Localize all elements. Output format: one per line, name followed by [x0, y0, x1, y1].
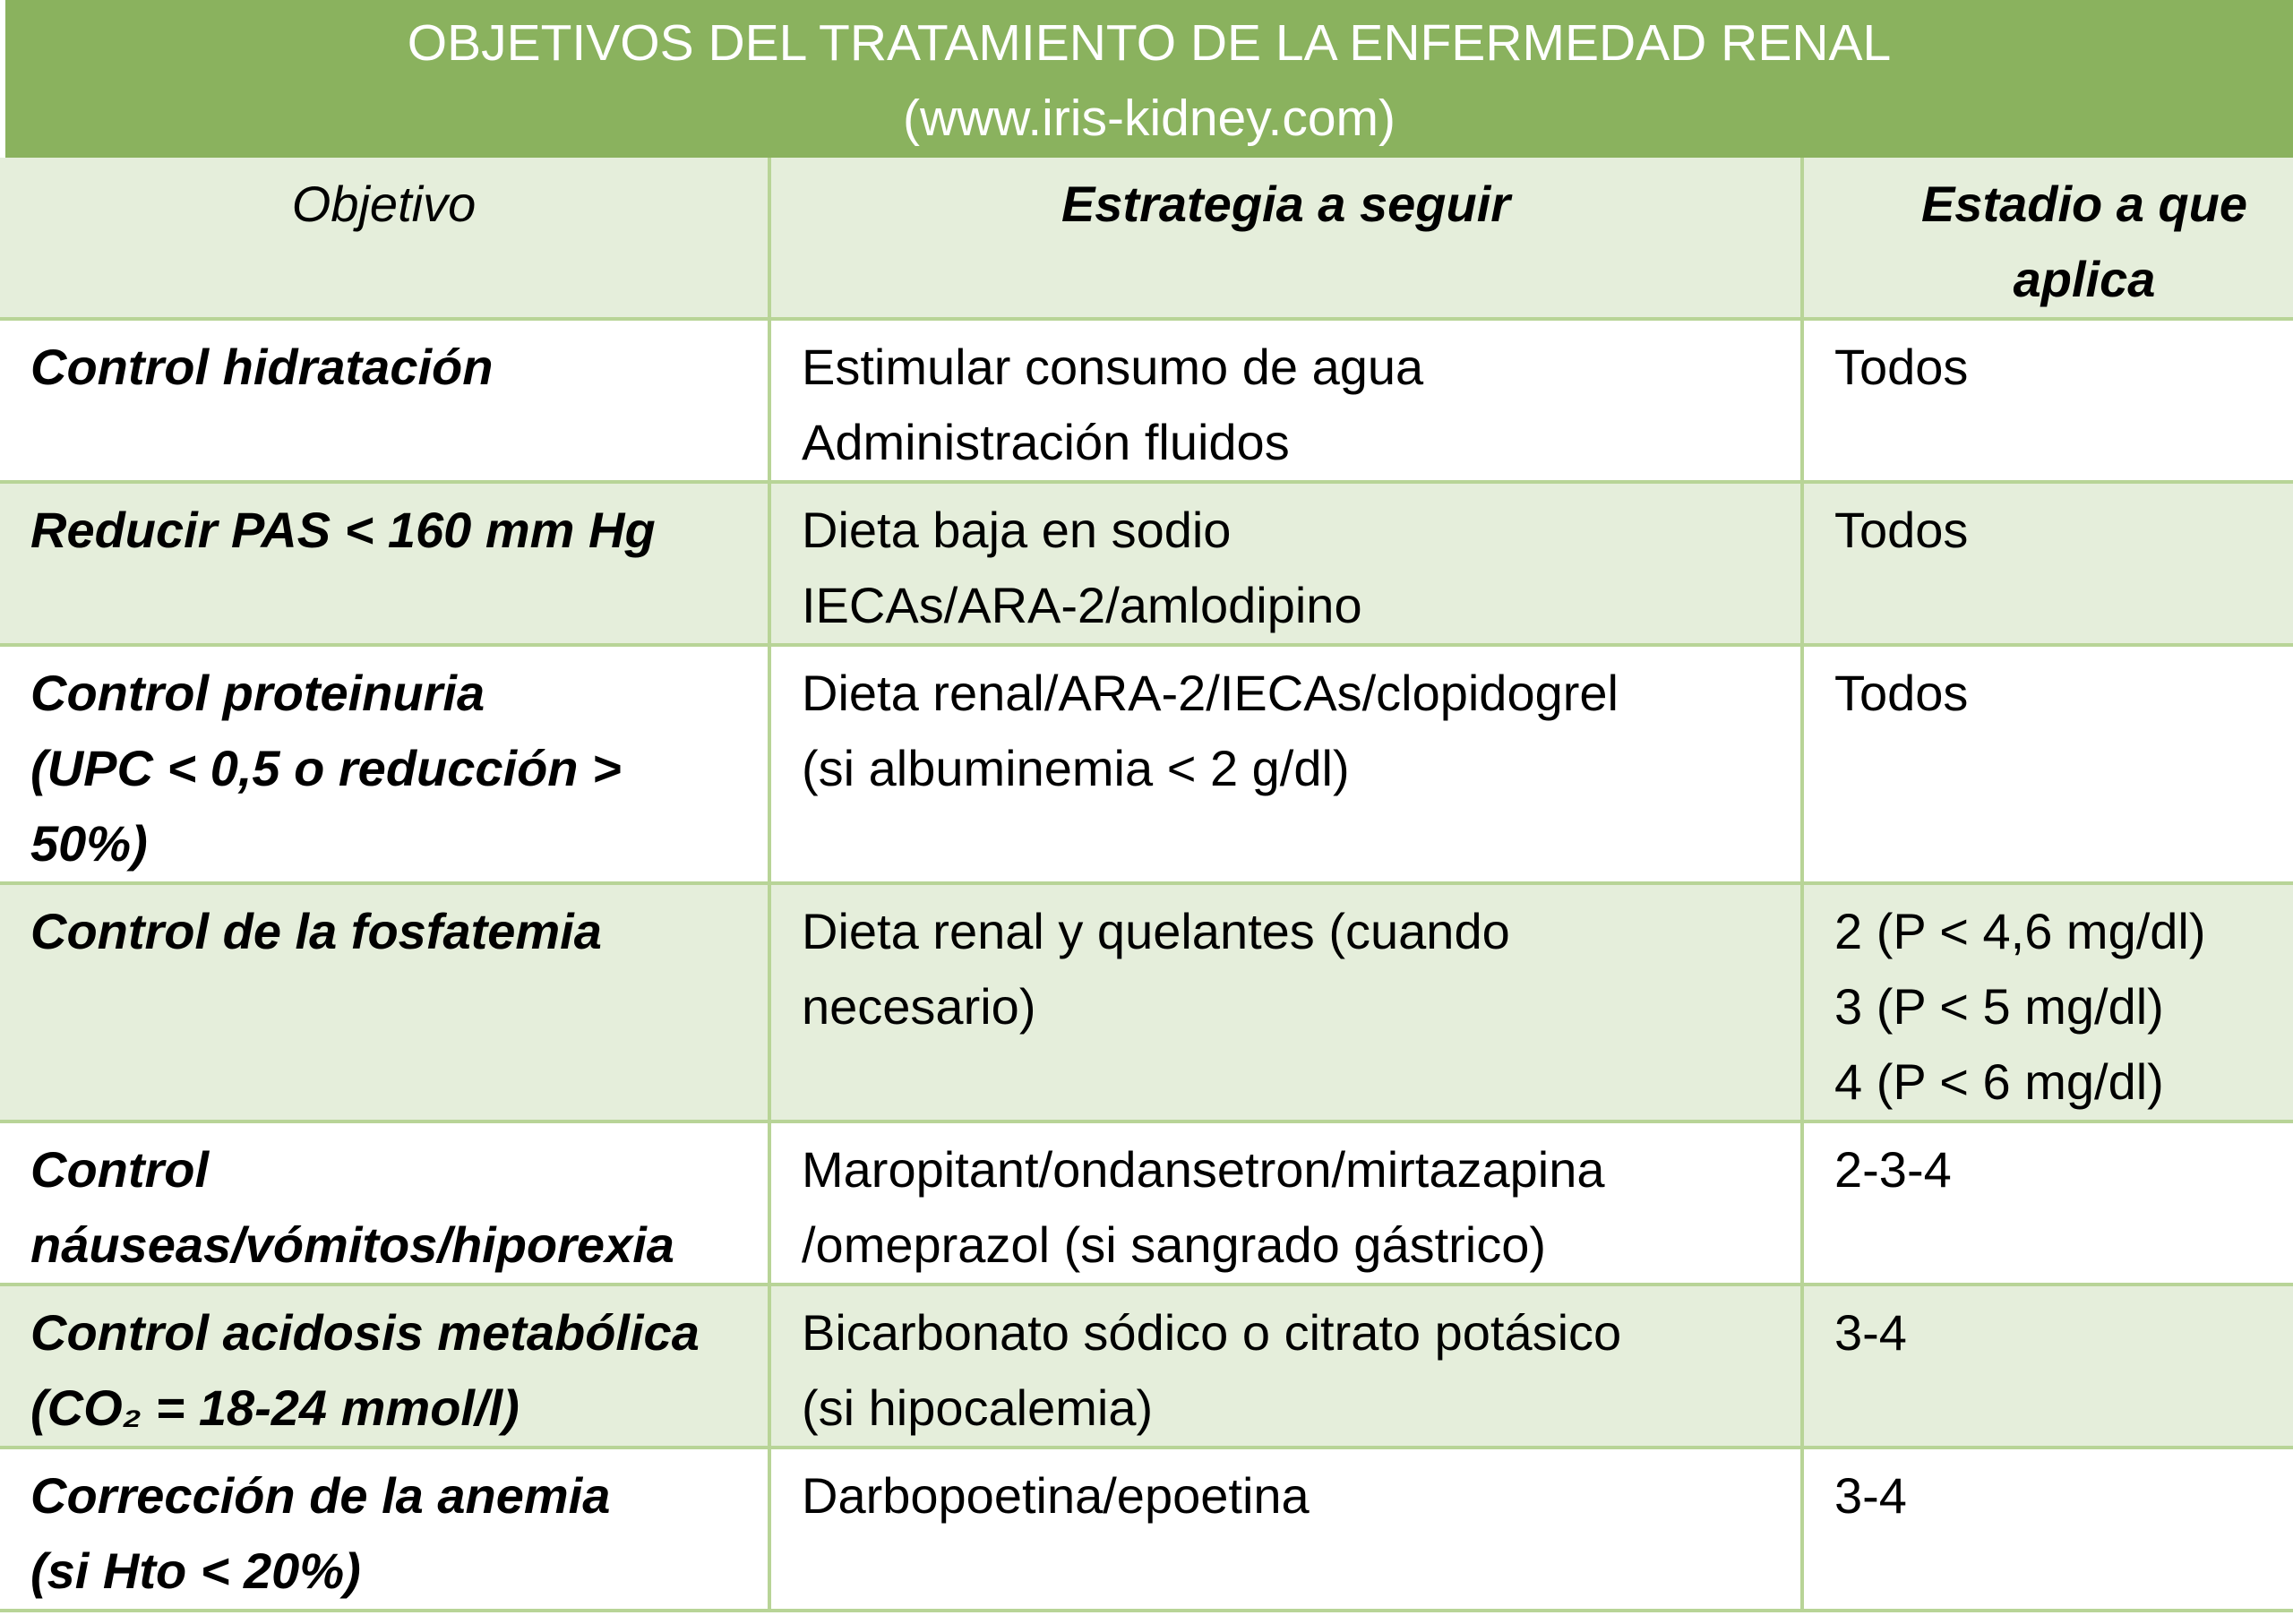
objective-cell: Reducir PAS < 160 mm Hg [0, 482, 769, 645]
objective-cell: Control acidosis metabólica (CO₂ = 18-24 mmol/l) [0, 1285, 769, 1448]
objectives-grid [0, 158, 2293, 1612]
strategy-cell: Darbopoetina/epoetina [769, 1448, 1802, 1611]
header-strategy: Estrategia a seguir [769, 158, 1802, 319]
table-row [0, 482, 2293, 645]
stage-cell: 2-3-4 [1802, 1121, 2293, 1285]
table-row [0, 1285, 2293, 1448]
stage-cell: 2 (P < 4,6 mg/dl) 3 (P < 5 mg/dl) 4 (P < 6 mg/dl) [1802, 883, 2293, 1121]
strategy-cell: Dieta renal/ARA-2/IECAs/clopidogrel (si albuminemia < 2 g/dl) [769, 645, 1802, 883]
header-row [0, 158, 2293, 319]
stage-cell: 3-4 [1802, 1448, 2293, 1611]
objective-cell: Control náuseas/vómitos/hiporexia [0, 1121, 769, 1285]
title-line-1: OBJETIVOS DEL TRATAMIENTO DE LA ENFERMEDAD RENAL [407, 14, 1892, 72]
title-line-2: (www.iris-kidney.com) [903, 90, 1396, 147]
strategy-cell: Maropitant/ondansetron/mirtazapina /omeprazol (si sangrado gástrico) [769, 1121, 1802, 1285]
table-row [0, 1448, 2293, 1611]
table-row [0, 319, 2293, 482]
objective-cell: Control hidratación [0, 319, 769, 482]
table-row [0, 645, 2293, 883]
objective-cell: Control de la fosfatemia [0, 883, 769, 1121]
strategy-cell: Bicarbonato sódico o citrato potásico (si hipocalemia) [769, 1285, 1802, 1448]
header-objective: Objetivo [0, 158, 769, 319]
header-stage: Estadio a que aplica [1802, 158, 2293, 319]
stage-cell: Todos [1802, 482, 2293, 645]
objective-cell: Control proteinuria (UPC < 0,5 o reducción > 50%) [0, 645, 769, 883]
stage-cell: 3-4 [1802, 1285, 2293, 1448]
strategy-cell: Dieta renal y quelantes (cuando necesario) [769, 883, 1802, 1121]
strategy-cell: Estimular consumo de agua Administración fluidos [769, 319, 1802, 482]
stage-cell: Todos [1802, 319, 2293, 482]
stage-cell: Todos [1802, 645, 2293, 883]
objective-cell: Corrección de la anemia (si Hto < 20%) [0, 1448, 769, 1611]
table-row [0, 1121, 2293, 1285]
table-row [0, 883, 2293, 1121]
strategy-cell: Dieta baja en sodio IECAs/ARA-2/amlodipino [769, 482, 1802, 645]
table-title [0, 0, 2293, 158]
